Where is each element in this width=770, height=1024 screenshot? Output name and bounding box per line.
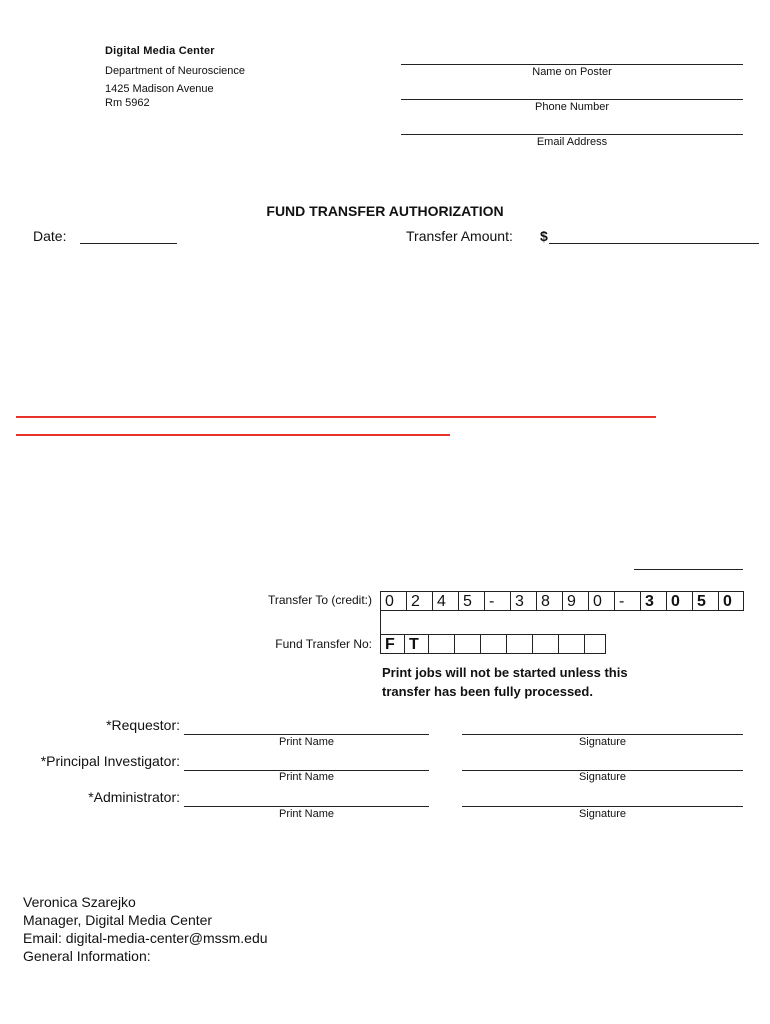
account-separator-box: -: [614, 591, 640, 611]
box-connector: [380, 611, 382, 635]
fund-transfer-digit-box[interactable]: [428, 634, 454, 654]
requestor-label: *Requestor:: [106, 717, 180, 733]
fund-transfer-digit-box[interactable]: [532, 634, 558, 654]
fund-transfer-prefix-box: T: [404, 634, 428, 654]
account-digit-box: 0: [588, 591, 614, 611]
name-on-poster-field[interactable]: [401, 64, 743, 65]
account-digit-box: 5: [458, 591, 484, 611]
phone-number-field[interactable]: [401, 99, 743, 100]
fund-transfer-digit-box[interactable]: [480, 634, 506, 654]
manager-name: Veronica Szarejko: [23, 894, 136, 910]
account-digit-box: 9: [562, 591, 588, 611]
account-digit-box: 5: [692, 591, 718, 611]
signature-caption: Signature: [578, 808, 627, 820]
account-digit-box: 3: [510, 591, 536, 611]
account-separator-box: -: [484, 591, 510, 611]
account-digit-box: 0: [718, 591, 744, 611]
manager-role: Manager, Digital Media Center: [23, 912, 213, 928]
contact-footer: [23, 893, 268, 965]
fund-transfer-no-boxes[interactable]: [380, 634, 606, 654]
contact-email: Email: digital-media-center@mssm.edu: [23, 930, 268, 946]
print-name-caption: Print Name: [278, 771, 335, 783]
short-blank-line: [634, 569, 743, 570]
general-info: General Information:: [23, 948, 151, 964]
fund-transfer-digit-box[interactable]: [584, 634, 606, 654]
administrator-signature-field[interactable]: [462, 806, 743, 807]
account-digit-box: 3: [640, 591, 666, 611]
print-name-caption: Print Name: [278, 736, 335, 748]
email-address-field[interactable]: [401, 134, 743, 135]
signature-caption: Signature: [578, 771, 627, 783]
principal-investigator-label: *Principal Investigator:: [40, 753, 180, 769]
fund-transfer-digit-box[interactable]: [454, 634, 480, 654]
date-field[interactable]: [80, 243, 177, 244]
account-digit-box: 0: [666, 591, 692, 611]
processing-warning: [382, 663, 628, 701]
administrator-label: *Administrator:: [88, 789, 180, 805]
requestor-print-name-field[interactable]: [184, 734, 429, 735]
fund-transfer-no-label: Fund Transfer No:: [275, 637, 372, 651]
phone-number-caption: Phone Number: [535, 101, 609, 113]
date-label: Date:: [33, 228, 67, 244]
name-on-poster-caption: Name on Poster: [532, 66, 612, 78]
fund-transfer-digit-box[interactable]: [558, 634, 584, 654]
fund-transfer-digit-box[interactable]: [506, 634, 532, 654]
transfer-to-account-boxes[interactable]: [380, 591, 744, 611]
account-digit-box: 2: [406, 591, 432, 611]
transfer-to-label: Transfer To (credit:): [267, 593, 372, 607]
warning-line: transfer has been fully processed.: [382, 684, 593, 699]
dollar-sign: $: [540, 228, 548, 244]
print-name-caption: Print Name: [278, 808, 335, 820]
room-number: Rm 5962: [105, 97, 150, 109]
org-name: Digital Media Center: [105, 45, 215, 57]
administrator-print-name-field[interactable]: [184, 806, 429, 807]
street-address: 1425 Madison Avenue: [105, 83, 214, 95]
department: Department of Neuroscience: [105, 65, 246, 77]
red-divider-line: [16, 434, 450, 436]
transfer-amount-field[interactable]: [549, 243, 759, 244]
fund-transfer-prefix-box: F: [380, 634, 404, 654]
requestor-signature-field[interactable]: [462, 734, 743, 735]
red-divider-line: [16, 416, 656, 418]
account-digit-box: 8: [536, 591, 562, 611]
email-address-caption: Email Address: [536, 136, 608, 148]
warning-line: Print jobs will not be started unless this: [382, 665, 628, 680]
account-digit-box: 0: [380, 591, 406, 611]
transfer-amount-label: Transfer Amount:: [406, 228, 513, 244]
signature-caption: Signature: [578, 736, 627, 748]
form-title: FUND TRANSFER AUTHORIZATION: [266, 203, 504, 219]
account-digit-box: 4: [432, 591, 458, 611]
